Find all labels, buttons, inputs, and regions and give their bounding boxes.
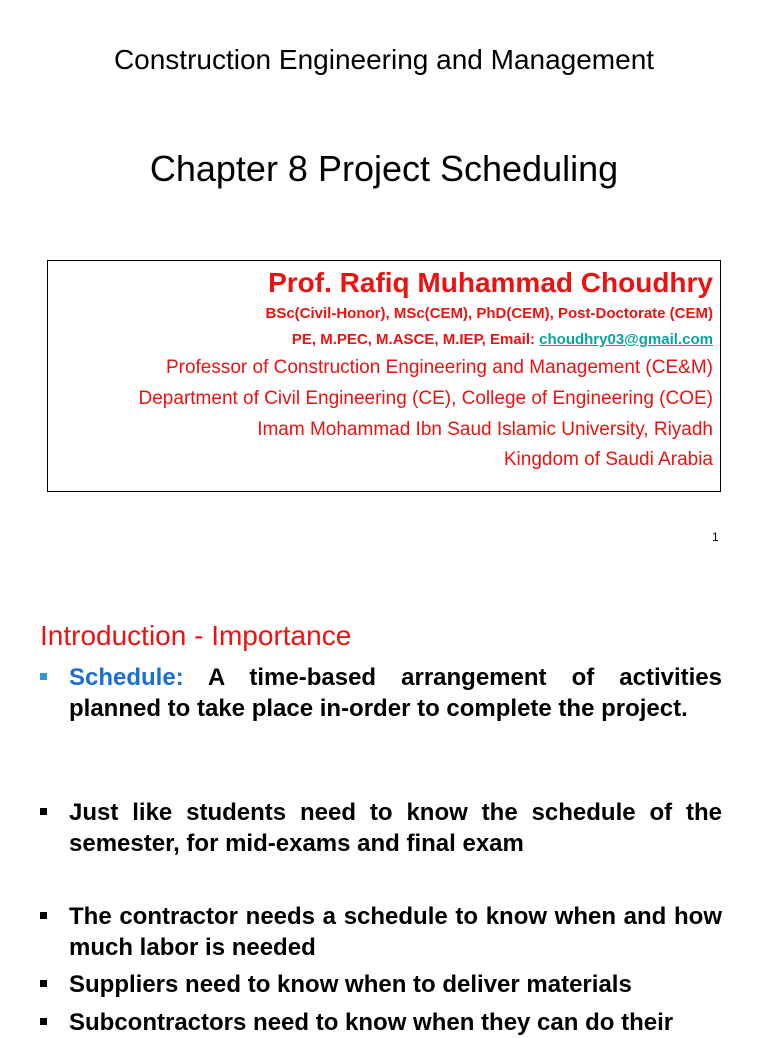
author-department: Department of Civil Engineering (CE), College of Engineering (COE) — [138, 388, 713, 409]
author-degrees: BSc(Civil-Honor), MSc(CEM), PhD(CEM), Post-Doctorate (CEM) — [265, 305, 713, 322]
bullet-body: The contractor needs a schedule to know when and how much labor is needed — [69, 903, 722, 961]
author-position: Professor of Construction Engineering and Management (CE&M) — [165, 357, 713, 378]
author-university: Imam Mohammad Ibn Saud Islamic University, Riyadh — [257, 419, 713, 440]
bullet-item — [40, 901, 722, 963]
bullet-marker-icon — [40, 912, 47, 919]
email-link[interactable]: choudhry03@gmail.com — [539, 331, 713, 348]
bullet-body: Suppliers need to know when to deliver materials — [69, 971, 632, 998]
bullet-term: Schedule: — [69, 664, 184, 691]
author-country: Kingdom of Saudi Arabia — [503, 449, 713, 470]
bullet-item — [40, 969, 722, 1000]
bullet-body: A time-based arrangement of activities planned to take place in-order to complete the project. — [69, 664, 723, 722]
chapter-title: Chapter 8 Project Scheduling — [149, 148, 619, 189]
section-title: Introduction - Importance — [40, 620, 352, 651]
bullet-text — [69, 662, 722, 724]
page-number: 1 — [712, 530, 719, 544]
author-info-box — [47, 260, 721, 492]
bullet-marker-icon — [40, 673, 47, 680]
bullet-item — [40, 662, 722, 724]
author-certifications — [292, 331, 713, 348]
bullet-marker-icon — [40, 808, 47, 815]
bullet-item — [40, 1007, 722, 1038]
certifications-label: PE, M.PEC, M.ASCE, M.IEP, Email: — [291, 331, 540, 348]
course-title: Construction Engineering and Management — [113, 44, 655, 75]
bullet-item — [40, 797, 722, 859]
bullet-marker-icon — [40, 980, 47, 987]
bullet-body: Subcontractors need to know when they can do their — [69, 1009, 674, 1036]
bullet-body: Just like students need to know the schedule of the semester, for mid-exams and final exam — [69, 799, 722, 857]
author-name: Prof. Rafiq Muhammad Choudhry — [268, 267, 713, 298]
